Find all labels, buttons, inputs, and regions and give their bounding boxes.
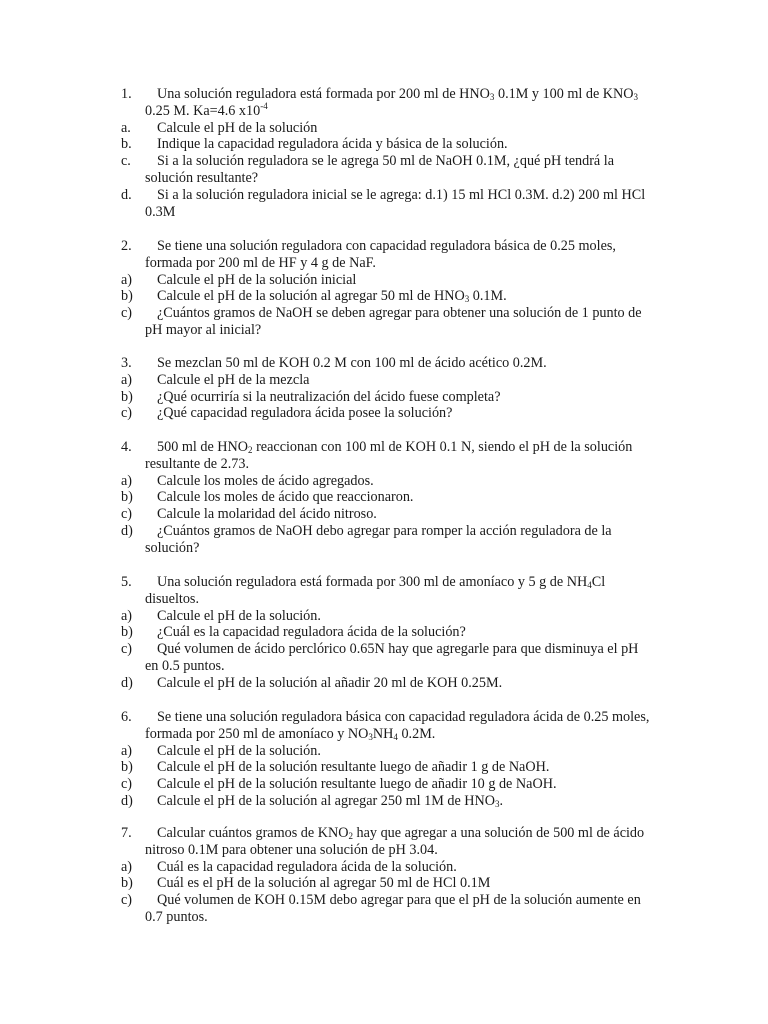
item-label: 7. <box>121 825 132 841</box>
continuation-line <box>0 170 768 187</box>
item-text: Una solución reguladora está formada por 200 ml de $HNO_3$ 0.1M y 100 ml de $KNO_3$ <box>157 86 639 102</box>
item-text: Calcular cuántos gramos de $KNO_2$ hay que agregar a una solución de 500 ml de ácido <box>157 825 645 841</box>
item-label: 3. <box>121 355 132 371</box>
item-label: 5. <box>121 574 132 590</box>
continuation-line <box>0 255 768 272</box>
item-line <box>0 372 768 389</box>
item-text: Se tiene una solución reguladora básica con capacidad reguladora ácida de 0.25 moles, <box>157 709 650 725</box>
item-text: Calcule el pH de la mezcla <box>157 371 310 388</box>
item-line <box>0 439 768 456</box>
continuation-line <box>0 322 768 339</box>
continuation-line <box>0 456 768 473</box>
item-text: solución? <box>145 539 200 556</box>
question-3 <box>0 355 768 422</box>
item-text: Se tiene una solución reguladora con capacidad reguladora básica de 0.25 moles, <box>157 238 616 254</box>
item-label: b) <box>121 489 133 506</box>
item-label: 1. <box>121 86 132 102</box>
item-line <box>0 523 768 540</box>
item-line <box>0 355 768 372</box>
item-line <box>0 892 768 909</box>
item-text: Calcule el pH de la solución al agregar 50 ml de $HNO_3$ 0.1M. <box>157 288 507 305</box>
item-text: pH mayor al inicial? <box>145 321 262 338</box>
item-line <box>0 875 768 892</box>
item-line <box>0 153 768 170</box>
item-line <box>0 120 768 137</box>
item-label: d) <box>121 792 133 809</box>
item-text: Qué volumen de KOH 0.15M debo agregar para que el pH de la solución aumente en <box>157 892 641 909</box>
item-text: Calcule el pH de la solución inicial <box>157 271 357 288</box>
item-label: 6. <box>121 709 132 725</box>
item-label: b) <box>121 759 133 776</box>
question-1 <box>0 86 768 220</box>
continuation-line <box>0 591 768 608</box>
item-label: a) <box>121 742 133 759</box>
continuation-line <box>0 658 768 675</box>
item-label: 4. <box>121 439 132 455</box>
item-text: 0.7 puntos. <box>145 908 208 925</box>
item-line <box>0 305 768 322</box>
item-line <box>0 743 768 760</box>
item-label: c) <box>121 892 133 909</box>
item-label: a. <box>121 119 131 136</box>
item-text: Si a la solución reguladora se le agrega 50 ml de NaOH 0.1M, ¿qué pH tendrá la <box>157 153 615 170</box>
question-5 <box>0 574 768 692</box>
item-label: c) <box>121 641 133 658</box>
item-label: d) <box>121 674 133 691</box>
item-label: a) <box>121 271 133 288</box>
item-text: ¿Cuál es la capacidad reguladora ácida de la solución? <box>157 624 466 641</box>
item-text: resultante de 2.73. <box>145 455 250 472</box>
item-label: d) <box>121 522 133 539</box>
item-text: Cuál es el pH de la solución al agregar 50 ml de HCl 0.1M <box>157 875 491 892</box>
item-label: c) <box>121 506 133 523</box>
item-text: 0.25 M. Ka=4.6 $x10^{-4}$ <box>145 100 268 119</box>
item-text: Calcule el pH de la solución al añadir 20 ml de KOH 0.25M. <box>157 674 503 691</box>
item-text: Calcule el pH de la solución <box>157 119 318 136</box>
item-label: b. <box>121 136 132 153</box>
continuation-line <box>0 204 768 221</box>
continuation-line <box>0 726 768 743</box>
question-7 <box>0 825 768 926</box>
item-text: 0.3M <box>145 203 176 220</box>
item-text: Calcule el pH de la solución. <box>157 742 321 759</box>
item-label: d. <box>121 186 132 203</box>
item-label: b) <box>121 288 133 305</box>
item-line <box>0 675 768 692</box>
item-label: a) <box>121 371 133 388</box>
item-text: Qué volumen de ácido perclórico 0.65N hay que agregarle para que disminuya el pH <box>157 641 639 658</box>
item-text: nitroso 0.1M para obtener una solución de pH 3.04. <box>145 841 438 858</box>
item-text: Una solución reguladora está formada por 300 ml de amoníaco y 5 g de $NH_4Cl$ <box>157 574 606 590</box>
item-text: Calcule los moles de ácido que reaccionaron. <box>157 489 414 506</box>
item-line <box>0 389 768 406</box>
item-label: a) <box>121 858 133 875</box>
item-line <box>0 86 768 103</box>
item-label: b) <box>121 624 133 641</box>
question-6 <box>0 709 768 810</box>
question-4 <box>0 439 768 557</box>
item-line <box>0 776 768 793</box>
item-line <box>0 574 768 591</box>
item-label: c) <box>121 405 133 422</box>
item-text: Calcule los moles de ácido agregados. <box>157 472 374 489</box>
item-line <box>0 825 768 842</box>
continuation-line <box>0 909 768 926</box>
item-text: Si a la solución reguladora inicial se le agrega: d.1) 15 ml HCl 0.3M. d.2) 200 ml HCl <box>157 186 646 203</box>
item-line <box>0 238 768 255</box>
item-text: Calcule el pH de la solución al agregar 250 ml 1M de $HNO_3$. <box>157 792 504 809</box>
item-line <box>0 489 768 506</box>
item-text: Indique la capacidad reguladora ácida y básica de la solución. <box>157 136 508 153</box>
item-line <box>0 709 768 726</box>
item-label: b) <box>121 388 133 405</box>
continuation-line <box>0 842 768 859</box>
item-line <box>0 759 768 776</box>
item-text: Se mezclan 50 ml de KOH 0.2 M con 100 ml de ácido acético 0.2M. <box>157 355 547 371</box>
item-text: Calcule el pH de la solución resultante luego de añadir 10 g de NaOH. <box>157 776 557 793</box>
item-text: formada por 200 ml de HF y 4 g de NaF. <box>145 254 376 271</box>
item-text: disueltos. <box>145 590 199 607</box>
item-text: Cuál es la capacidad reguladora ácida de la solución. <box>157 858 457 875</box>
item-label: c) <box>121 305 133 322</box>
item-line <box>0 187 768 204</box>
item-text: ¿Cuántos gramos de NaOH se deben agregar para obtener una solución de 1 punto de <box>157 305 642 322</box>
item-text: ¿Cuántos gramos de NaOH debo agregar para romper la acción reguladora de la <box>157 522 612 539</box>
item-text: 500 ml de $HNO_2$ reaccionan con 100 ml de KOH 0.1 N, siendo el pH de la solución <box>157 439 633 455</box>
item-line <box>0 405 768 422</box>
item-line <box>0 608 768 625</box>
item-label: c) <box>121 776 133 793</box>
continuation-line <box>0 100 768 120</box>
item-label: b) <box>121 875 133 892</box>
item-text: Calcule el pH de la solución. <box>157 607 321 624</box>
item-text: ¿Qué capacidad reguladora ácida posee la solución? <box>157 405 453 422</box>
item-text: Calcule la molaridad del ácido nitroso. <box>157 506 377 523</box>
item-line <box>0 473 768 490</box>
item-line <box>0 624 768 641</box>
item-text: formada por 250 ml de amoníaco y $NO_3NH_4$ 0.2M. <box>145 725 436 742</box>
item-line <box>0 288 768 305</box>
item-label: a) <box>121 472 133 489</box>
item-line <box>0 793 768 810</box>
item-line <box>0 272 768 289</box>
item-line <box>0 136 768 153</box>
question-2 <box>0 238 768 339</box>
item-text: en 0.5 puntos. <box>145 657 225 674</box>
continuation-line <box>0 540 768 557</box>
item-line <box>0 506 768 523</box>
item-text: solución resultante? <box>145 169 259 186</box>
item-line <box>0 859 768 876</box>
item-label: c. <box>121 153 131 170</box>
item-label: 2. <box>121 238 132 254</box>
item-line <box>0 641 768 658</box>
item-text: ¿Qué ocurriría si la neutralización del ácido fuese completa? <box>157 388 501 405</box>
item-text: Calcule el pH de la solución resultante luego de añadir 1 g de NaOH. <box>157 759 550 776</box>
item-label: a) <box>121 607 133 624</box>
